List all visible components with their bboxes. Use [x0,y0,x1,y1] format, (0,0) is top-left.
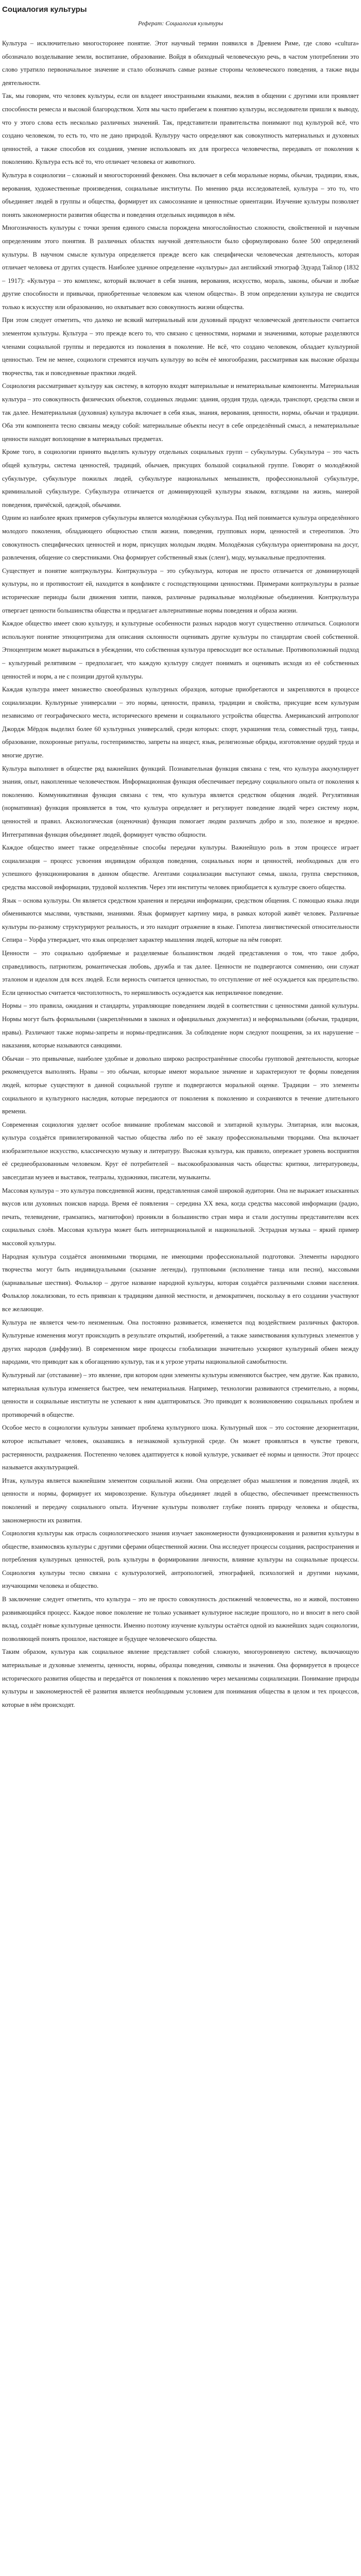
body-paragraph: Ценности – это социально одобряемые и разделяемые большинством людей представления о том, что такое добро, справедливость, патриотизм, романтическая любовь, дружба и так далее. Ценности не подвергаются сомнению, они служат эталоном и идеалом для всех людей. Если верность считается ценностью, то отступление от неё осуждается как предательство. Если ценностью считается чистоплотность, то неряшливость осуждается как неприличное поведение. [2,949,359,996]
body-paragraph: Народная культура создаётся анонимными творцами, не имеющими профессиональной подготовки. Элементы народного творчества могут быть индивидуальными (сказание легенды), групповыми (исполнение танца или песни), массовыми (карнавальные шествия). Фольклор – другое название народной культуры, которая создаётся различными слоями населения. Фольклор локализован, то есть привязан к традициям данной местности, и демократичен, поскольку в его создании участвуют все желающие. [2,1252,359,1313]
body-paragraph: Особое место в социологии культуры занимает проблема культурного шока. Культурный шок – это состояние дезориентации, которое испытывает человек, оказавшись в незнакомой культурной среде. Он может проявляться в чувстве тревоги, растерянности, раздражения. Постепенно человек адаптируется к новой культуре, усваивает её нормы и ценности. Этот процесс называется аккультурацией. [2,1424,359,1471]
body-paragraph: Каждое общество имеет свою культуру, и культурные особенности разных народов могут существенно отличаться. Социологи используют понятие этноцентризма для описания склонности оценивать другие культуры по стандартам своей собственной. Этноцентризм может выражаться в убеждении, что собственная культура превосходит все остальные. Противоположный подход – культурный релятивизм – предполагает, что каждую культуру следует понимать и оценивать исходя из её собственных ценностей и норм, а не с позиции другой культуры. [2,620,359,680]
body-paragraph: Таким образом, культура как социальное явление представляет собой сложную, многоуровневую систему, включающую материальные и духовные элементы, ценности, нормы, образцы поведения, символы и значения. Она формируется в процессе исторического развития общества и передаётся от поколения к поколению через механизмы социализации. Понимание природы культуры и закономерностей её развития является необходимым условием для понимания общества в целом и тех процессов, которые в нём происходят. [2,1648,359,1708]
body-paragraph: Язык – основа культуры. Он является средством хранения и передачи информации, средством общения. С помощью языка люди обмениваются мыслями, чувствами, знаниями. Язык формирует картину мира, в рамках которой живёт человек. Различные культуры по-разному структурируют реальность, и это находит отражение в языке. Гипотеза лингвистической относительности Сепира – Уорфа утверждает, что язык определяет характер мышления людей, которые на нём говорят. [2,896,359,944]
body-paragraph: Каждая культура имеет множество своеобразных культурных образцов, которые приобретаются и закрепляются в процессе социализации. Культурные универсалии – это нормы, ценности, правила, традиции и свойства, присущие всем культурам независимо от географического места, исторического времени и социального устройства общества. Американский антрополог Джордж Мёрдок выделил более 60 культурных универсалий, среди которых: спорт, украшения тела, совместный труд, танцы, образование, похоронные ритуалы, гостеприимство, запреты на инцест, язык, религиозные обряды, изготовление орудий труда и многие другие. [2,686,359,759]
body-paragraph: Каждое общество имеет также определённые способы передачи культуры. Важнейшую роль в этом процессе играет социализация – процесс усвоения индивидом образцов поведения, социальных норм и ценностей, необходимых для его успешного функционирования в данном обществе. Агентами социализации выступают семья, школа, группа сверстников, средства массовой информации, трудовой коллектив. Через эти институты человек приобщается к культуре своего общества. [2,844,359,891]
body-paragraph: Культурный лаг (отставание) – это явление, при котором одни элементы культуры изменяются быстрее, чем другие. Как правило, материальная культура изменяется быстрее, чем нематериальная. Например, технологии развиваются стремительно, а нормы, ценности и социальные институты не успевают к ним адаптироваться. Это приводит к возникновению социальных проблем и противоречий в обществе. [2,1371,359,1418]
body-paragraph: Одним из наиболее ярких примеров субкультуры является молодёжная субкультура. Под ней понимается культура определённого молодого поколения, обладающего общностью стиля жизни, поведения, групповых норм, ценностей и стереотипов. Это совокупность специфических ценностей и норм, присущих молодым людям. Молодёжная субкультура ориентирована на досуг, развлечения, общение со сверстниками. Она формирует собственный язык (сленг), моду, музыкальные предпочтения. [2,514,359,562]
body-paragraph: Культура – исключительно многосторонее понятие. Этот научный термин появился в Древнем Риме, где слово «cultura» обозначало возделывание земли, воспитание, образование. Войдя в обиходный человеческую речь, в частом употреблении это слово утратило первоначальное значение и стало обозначать самые разные стороны человеческого поведения, а также виды деятельности. [2,40,359,87]
body-paragraph: В заключение следует отметить, что культура – это не просто совокупность достижений человечества, но и живой, постоянно развивающийся процесс. Каждое новое поколение не только усваивает культурное наследие прошлого, но и вносит в него свой вклад, создаёт новые культурные ценности. Именно поэтому изучение культуры остаётся одной из важнейших задач социологии, позволяющей понять прошлое, настоящее и будущее человеческого общества. [2,1596,359,1642]
page-subtitle: Реферат: Социалогия культуры [138,20,223,27]
body-paragraph: Современная социология уделяет особое внимание проблемам массовой и элитарной культуры. Элитарная, или высокая, культура создаётся привилегированной частью общества либо по её заказу профессиональными творцами. Она включает изобразительное искусство, классическую музыку и литературу. Высокая культура, как правило, опережает уровень восприятия её среднеобразованным человеком. Круг её потребителей – высокообразованная часть общества: критики, литературоведы, завсегдатаи музеев и выставок, театралы, художники, писатели, музыканты. [2,1121,359,1181]
body-paragraph: Культура выполняет в обществе ряд важнейших функций. Познавательная функция связана с тем, что культура аккумулирует знания, опыт, накопленные человечеством. Информационная функция обеспечивает передачу социального опыта от поколения к поколению. Коммуникативная функция связана с тем, что культура является средством общения людей. Регулятивная (нормативная) функция проявляется в том, что культура определяет и регулирует поведение людей через систему норм, ценностей и правил. Аксиологическая (оценочная) функция помогает людям различать добро и зло, полезное и вредное. Интегративная функция объединяет людей, формирует чувство общности. [2,765,359,838]
document-body [2,37,359,1711]
body-paragraph: Культура в социологии – сложный и многосторонний феномен. Она включает в себя моральные нормы, обычаи, традиции, язык, верования, художественные произведения, социальные институты. По мнению ряда исследователей, культура – это то, что объединяет людей в группы и общества, формирует их самосознание и ценностные ориентации. Изучение культуры позволяет понять закономерности развития общества и поведения отдельных индивидов в нём. [2,171,359,218]
body-paragraph: Кроме того, в социологии принято выделять культуру отдельных социальных групп – субкультуры. Субкультура – это часть общей культуры, система ценностей, традиций, обычаев, присущих большой социальной группе. Говорят о молодёжной субкультуре, субкультуре пожилых людей, субкультуре национальных меньшинств, профессиональной субкультуре, криминальной субкультуре. Субкультура отличается от доминирующей культуры языком, взглядами на жизнь, манерой поведения, причёской, одеждой, обычаями. [2,448,359,509]
body-paragraph: Культура не является чем-то неизменным. Она постоянно развивается, изменяется под воздействием различных факторов. Культурные изменения могут происходить в результате открытий, изобретений, а также заимствования культурных элементов у других народов (диффузии). В современном мире процессы глобализации значительно ускоряют культурный обмен между народами, что приводит как к обогащению культур, так и к угрозе утраты национальной самобытности. [2,1318,359,1366]
body-paragraph: Массовая культура – это культура повседневной жизни, представленная самой широкой аудитории. Она не выражает изысканных вкусов или духовных поисков народа. Время её появления – середина ХХ века, когда средства массовой информации (радио, печать, телевидение, грамзапись, магнитофон) проникли в большинство стран мира и стали доступны представителям всех социальных слоёв. Массовая культура может быть интернациональной и национальной. Эстрадная музыка – яркий пример массовой культуры. [2,1187,359,1247]
body-paragraph: Социология рассматривает культуру как систему, в которую входят материальные и нематериальные компоненты. Материальная культура – это совокупность физических объектов, созданных людьми: здания, орудия труда, одежда, транспорт, средства связи и так далее. Нематериальная (духовная) культура включает в себя язык, знания, верования, ценности, нормы, обычаи и традиции. Оба эти компонента тесно связаны между собой: материальные объекты несут в себе определённый смысл, а нематериальные ценности находят воплощение в материальных предметах. [2,382,359,443]
body-paragraph: Так, мы говорим, что человек культуры, если он владеет иностранными языками, вежлив в общении с другими или проявляет способности ремесла и высокой благородством. Хотя мы часто прибегаем к понятию культуры, исследователи пришли к выводу, что у этого слова есть несколько различных значений. Так, представители правительства понимают под культурой всё, что создано человеком, то есть то, что не дано природой. Культуру часто определяют как совокупность материальных и духовных ценностей, а также способов их создания, умение использовать их для прогресса человечества, передавать от поколения к поколению. Культура есть всё то, что отличает человека от животного. [2,92,359,166]
body-paragraph: При этом следует отметить, что далеко не всякий материальный или духовный продукт человеческой деятельности считается элементом культуры. Культура – это прежде всего то, что связано с ценностями, нормами и значениями, которые разделяются членами социальной группы и передаются из поколения в поколение. Не всё, что создано человеком, обладает культурной ценностью. Тем не менее, социологи стремятся изучать культуру во всём её многообразии, рассматривая как высокие образцы творчества, так и повседневные практики людей. [2,316,359,377]
body-paragraph: Обычаи – это привычные, наиболее удобные и довольно широко распространённые способы групповой деятельности, которые рекомендуется выполнять. Нравы – это обычаи, которые имеют моральное значение и характеризуют те формы поведения людей, которые существуют в данной социальной группе и подвергаются моральной оценке. Традиции – это элементы социального и культурного наследия, которые передаются от поколения к поколению и сохраняются в течение длительного времени. [2,1055,359,1115]
body-paragraph: Нормы – это правила, ожидания и стандарты, управляющие поведением людей в соответствии с ценностями данной культуры. Нормы могут быть формальными (закреплёнными в законах и официальных документах) и неформальными (обычаи, традиции, нравы). Различают также нормы-запреты и нормы-предписания. За соблюдение норм следуют поощрения, за их нарушение – наказания, которые называются санкциями. [2,1002,359,1049]
body-paragraph: Существует и понятие контркультуры. Контркультура – это субкультура, которая не просто отличается от доминирующей культуры, но и противостоит ей, находится в конфликте с господствующими ценностями. Примерами контркультуры в разные исторические периоды были движения хиппи, панков, различные радикальные молодёжные объединения. Контркультура отвергает ценности большинства общества и предлагает альтернативные нормы поведения и образа жизни. [2,567,359,614]
body-paragraph: Итак, культура является важнейшим элементом социальной жизни. Она определяет образ мышления и поведения людей, их ценности и нормы, формирует их мировоззрение. Культура объединяет людей в общество, обеспечивает преемственность поколений и передачу социального опыта. Изучение культуры позволяет глубже понять природу человека и общества, закономерности их развития. [2,1477,359,1524]
page-title: Социалогия культуры [2,5,87,14]
body-paragraph: Социология культуры как отрасль социологического знания изучает закономерности функционирования и развития культуры в обществе, взаимосвязь культуры с другими сферами общественной жизни. Она исследует процессы создания, распространения и потребления культурных ценностей, роль культуры в формировании личности, влияние культуры на социальные процессы. Социология культуры тесно связана с культурологией, антропологией, этнографией, психологией и другими науками, изучающими человека и общество. [2,1530,359,1590]
body-paragraph: Многозначность культуры с точки зрения единого смысла порождена многослойностью сложности, свойственной и научным определениям этого понятия. В различных областях научной деятельности было сформулировано более 500 определений культуры. В научном смысле культура определяется прежде всего как специфически человеческая деятельность, которая отличает человека от других существ. Наиболее удачное определение «культуры» дал английский этнограф Эдуард Тайлор (1832 – 1917): «Культура – это комплекс, который включает в себя знания, верования, искусство, мораль, законы, обычаи и любые другие способности и привычки, приобретенные человеком как членом общества». В этом определении культура не сводится только к искусству или образованию, но охватывает всю совокупность жизни общества. [2,224,359,311]
